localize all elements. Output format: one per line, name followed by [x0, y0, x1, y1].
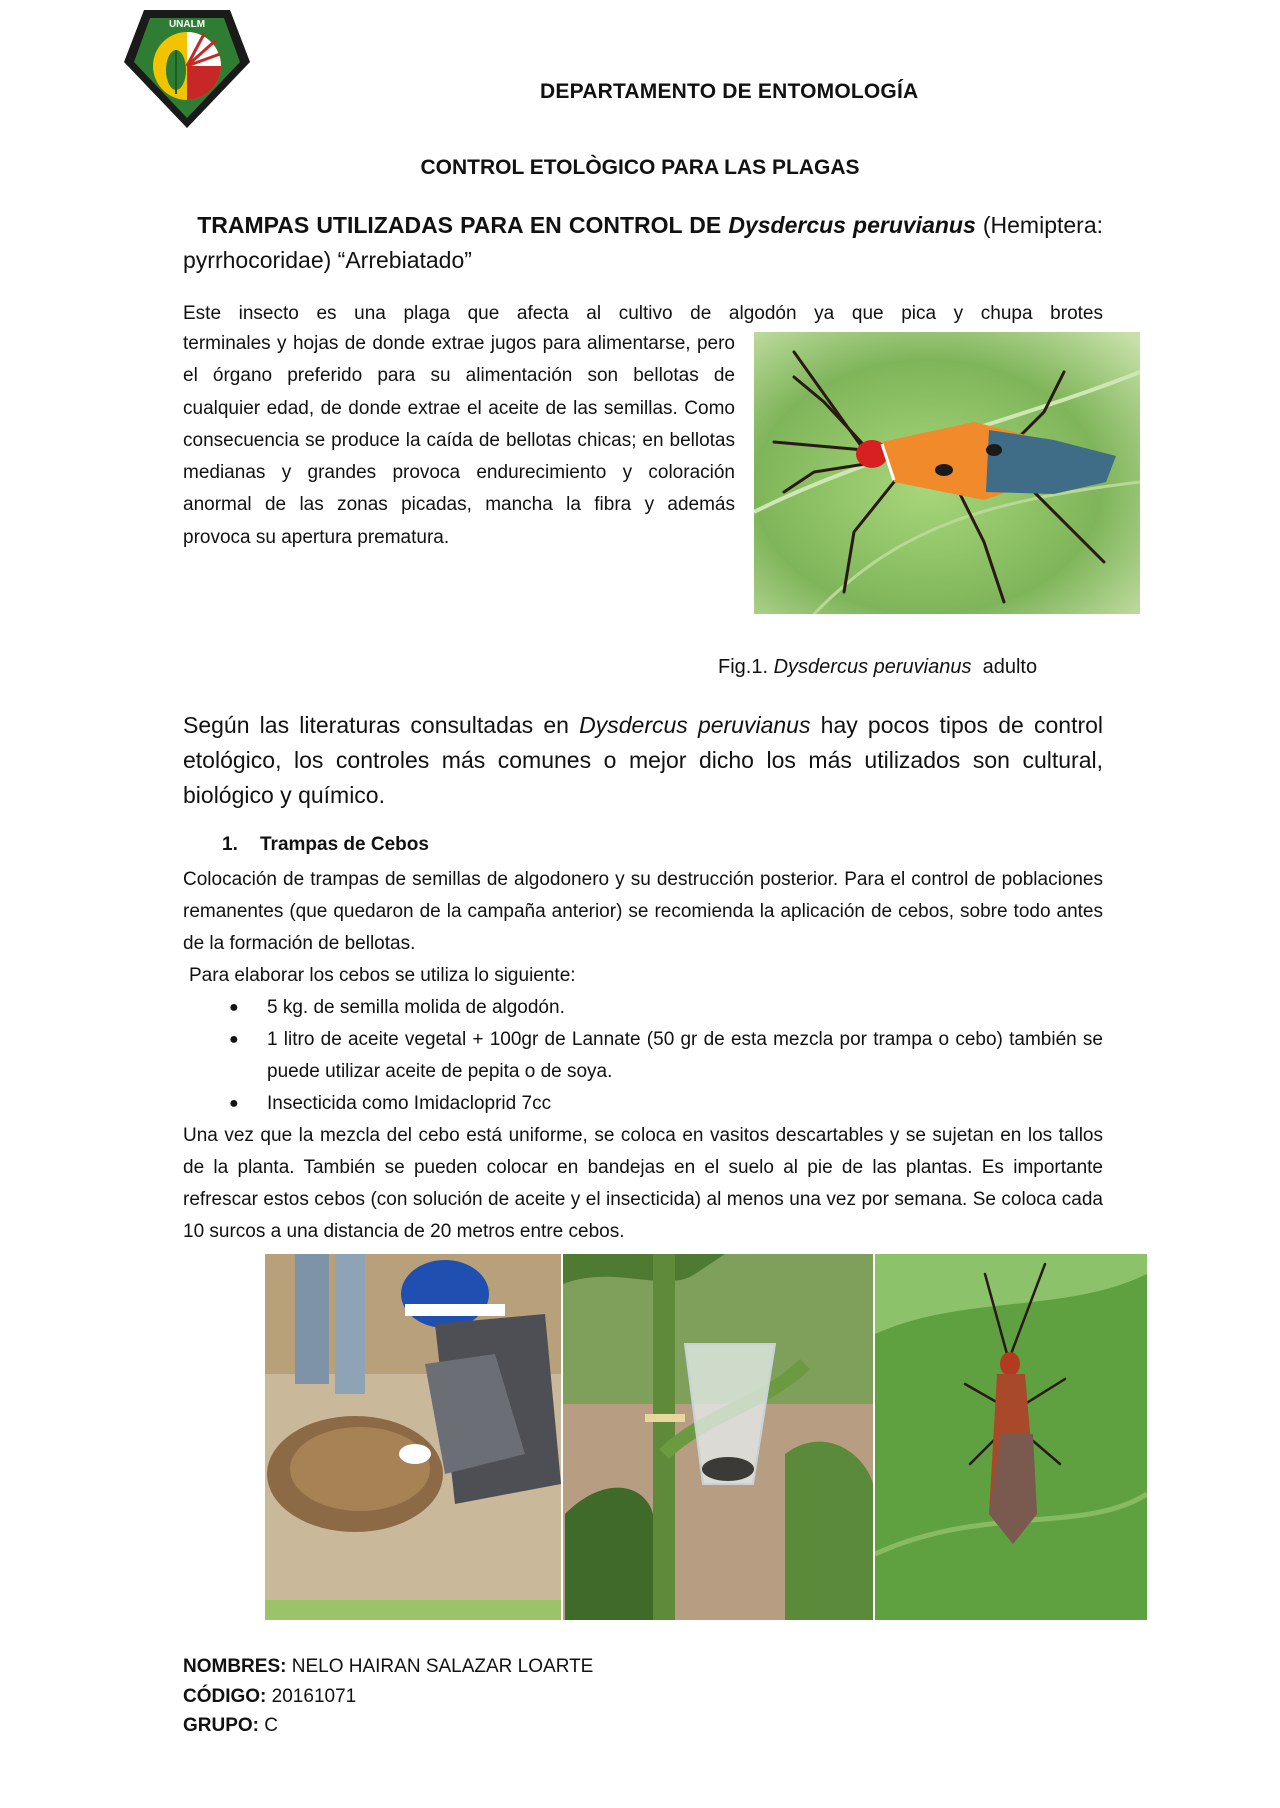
photo-insect-on-leaf	[875, 1254, 1147, 1620]
seal-lettering: UNALM	[168, 19, 206, 30]
page-title: CONTROL ETOLÒGICO PARA LAS PLAGAS	[420, 156, 860, 179]
photo-bait-cup-on-stem	[563, 1254, 873, 1620]
caption-species: Dysdercus peruvianus	[773, 656, 972, 678]
section-title: Trampas de Cebos	[260, 834, 429, 855]
intro-first-line: Este insecto es una plaga que afecta al cultivo de algodón ya que pica y chupa brotes	[183, 303, 1103, 324]
section-heading	[222, 834, 429, 856]
section-body	[183, 864, 1103, 1248]
caption-prefix: Fig.1.	[718, 656, 769, 678]
section-number: 1.	[222, 834, 238, 855]
figure-caption	[718, 656, 1037, 679]
list-item: ● Insecticida como Imidacloprid 7cc	[183, 1088, 1103, 1120]
ingredient-list	[183, 992, 1103, 1120]
section-paragraph-1: Colocación de trampas de semillas de algodonero y su destrucción posterior. Para el control de poblaciones remanentes (que quedaron de la campaña anterior) se recomienda la aplicación de cebos, sobre todo antes de la formación de bellotas.	[183, 869, 1103, 954]
caption-suffix: adulto	[982, 656, 1038, 678]
list-item: ● 5 kg. de semilla molida de algodón.	[183, 992, 1103, 1024]
bullet-icon: ●	[229, 1095, 239, 1112]
author-name-row: NOMBRES: NELO HAIRAN SALAZAR LOARTE	[183, 1656, 594, 1677]
author-name: NELO HAIRAN SALAZAR LOARTE	[291, 1656, 594, 1677]
para2-species: Dysdercus peruvianus	[579, 712, 811, 738]
subtitle-species: Dysdercus peruvianus	[728, 212, 976, 238]
subtitle	[183, 208, 1103, 278]
subtitle-prefix: TRAMPAS UTILIZADAS PARA EN CONTROL DE	[197, 212, 722, 238]
author-group: C	[264, 1715, 279, 1736]
author-info	[183, 1652, 593, 1741]
author-group-row: GRUPO: C	[183, 1715, 279, 1736]
photo-strip	[265, 1254, 1147, 1620]
literature-paragraph	[183, 708, 1103, 813]
university-seal-icon	[124, 10, 250, 128]
figure-insect-photo	[754, 332, 1140, 614]
author-code-row: CÓDIGO: 20161071	[183, 1685, 357, 1707]
list-item: ● 1 litro de aceite vegetal + 100gr de Lannate (50 gr de esta mezcla por trampa o cebo) también se puede utilizar aceite de pepita o de soya.	[183, 1024, 1103, 1088]
section-paragraph-2: Una vez que la mezcla del cebo está uniforme, se coloca en vasitos descartables y se sujetan en los tallos de la planta. También se pueden colocar en bandejas en el suelo al pie de las plantas. Es importante refrescar estos cebos (con solución de aceite y el insecticida) al menos una vez por semana. Se coloca cada 10 surcos a una distancia de 20 metros entre cebos.	[183, 1125, 1103, 1242]
list-lead: Para elaborar los cebos se utiliza lo siguiente:	[189, 965, 576, 986]
para2-suffix: hay pocos tipos de control etológico, los controles más comunes o mejor dicho los más utilizados son cultural, biológico y químico.	[183, 712, 1104, 808]
intro-paragraph: terminales y hojas de donde extrae jugos para alimentarse, pero el órgano preferido para su alimentación son bellotas de cualquier edad, de donde extrae el aceite de las semillas. Como consecuencia se produce la caída de bellotas chicas; en bellotas medianas y grandes provoca endurecimiento y coloración anormal de las zonas picadas, mancha la fibra y además provoca su apertura prematura.	[183, 333, 735, 548]
author-code: 20161071	[271, 1685, 357, 1707]
para2-prefix: Según las literaturas consultadas en	[183, 712, 569, 738]
photo-workers-mixing-bait	[265, 1254, 561, 1620]
department-heading: DEPARTAMENTO DE ENTOMOLOGÍA	[540, 80, 919, 103]
bullet-icon: ●	[229, 999, 239, 1016]
subtitle-suffix: (Hemiptera: pyrrhocoridae) “Arrebiatado”	[183, 212, 1104, 273]
bullet-icon: ●	[229, 1031, 239, 1048]
